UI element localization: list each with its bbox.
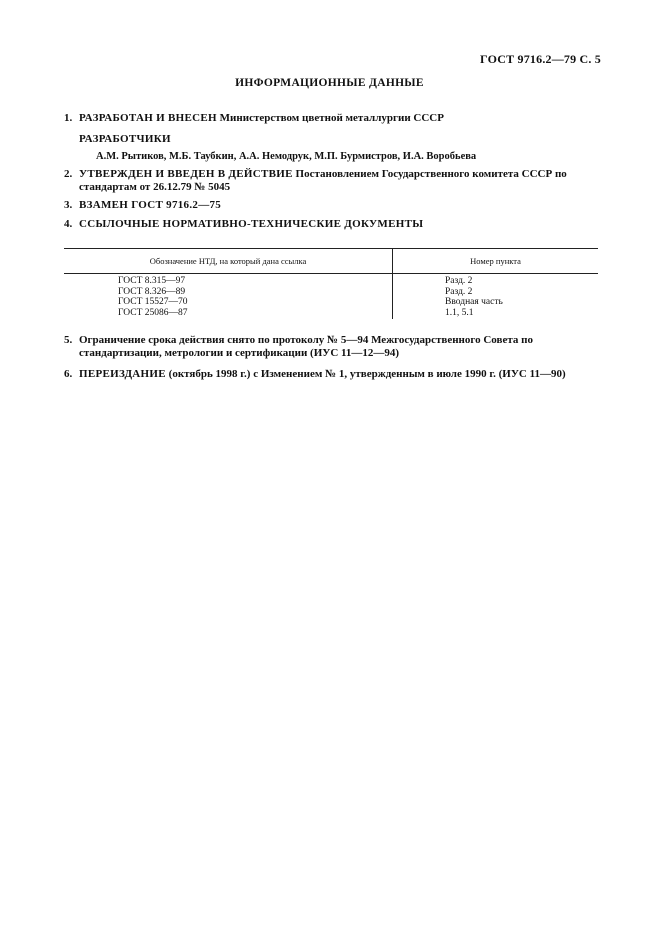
item-text: (октябрь 1998 г.) с Изменением № 1, утвержденным в июле 1990 г. (ИУС 11—90)	[168, 368, 566, 380]
developers-names: А.М. Рытиков, М.Б. Таубкин, А.А. Немодрук, М.П. Бурмистров, И.А. Воробьева	[96, 151, 477, 162]
item-number: 3.	[64, 199, 73, 211]
item-body	[79, 218, 601, 231]
item-number: 4.	[64, 218, 73, 230]
item-number: 1.	[64, 112, 73, 124]
table-header-clause: Номер пункта	[393, 249, 599, 274]
item-heading: ССЫЛОЧНЫЕ НОРМАТИВНО-ТЕХНИЧЕСКИЕ ДОКУМЕНТЫ	[79, 218, 424, 230]
table-cell-clause: 1.1, 5.1	[445, 307, 474, 318]
table-row	[64, 287, 598, 298]
table-cell-designation: ГОСТ 8.326—89	[64, 287, 393, 298]
info-item-2	[64, 168, 601, 194]
item-heading: ПЕРЕИЗДАНИЕ	[79, 368, 166, 380]
reference-documents-table	[64, 248, 598, 319]
table-cell-designation: ГОСТ 15527—70	[64, 297, 393, 308]
info-item-5	[64, 334, 601, 360]
info-item-4	[64, 218, 601, 231]
table-header-row	[64, 249, 598, 274]
table-cell-designation: ГОСТ 25086—87	[64, 308, 393, 320]
table-header-designation: Обозначение НТД, на который дана ссылка	[64, 249, 393, 274]
item-text: Министерством цветной металлургии СССР	[219, 112, 444, 124]
table-cell-clause: Разд. 2	[445, 286, 473, 297]
item-body	[79, 334, 601, 360]
item-number: 5.	[64, 334, 73, 346]
item-body	[79, 368, 601, 381]
item-body	[79, 199, 601, 212]
table-row	[64, 274, 598, 287]
item-heading: УТВЕРЖДЕН И ВВЕДЕН В ДЕЙСТВИЕ	[79, 168, 293, 180]
info-item-6	[64, 368, 601, 381]
table-cell-designation: ГОСТ 8.315—97	[64, 274, 393, 287]
item-heading: РАЗРАБОТАН И ВНЕСЕН	[79, 112, 217, 124]
info-item-1	[64, 112, 601, 125]
info-item-3	[64, 199, 601, 212]
table-row	[64, 297, 598, 308]
item-text: Ограничение срока действия снято по протоколу № 5—94 Межгосударственного Совета по стандартизации, метрологии и сертификации (ИУС 11—12—94)	[79, 334, 533, 359]
table-row	[64, 308, 598, 320]
item-number: 6.	[64, 368, 73, 380]
item-number: 2.	[64, 168, 73, 180]
table-cell-clause: Разд. 2	[445, 276, 473, 286]
table-cell-clause: Вводная часть	[445, 297, 503, 307]
developers-label: РАЗРАБОТЧИКИ	[79, 133, 171, 145]
item-body	[79, 112, 601, 125]
document-title: ИНФОРМАЦИОННЫЕ ДАННЫЕ	[235, 77, 424, 89]
page-header-reference: ГОСТ 9716.2—79 С. 5	[480, 52, 601, 66]
item-body	[79, 168, 601, 194]
item-heading: ВЗАМЕН ГОСТ 9716.2—75	[79, 199, 222, 211]
item-text: Постановлением Государственного комитета СССР по стандартам от 26.12.79 № 5045	[79, 168, 567, 193]
